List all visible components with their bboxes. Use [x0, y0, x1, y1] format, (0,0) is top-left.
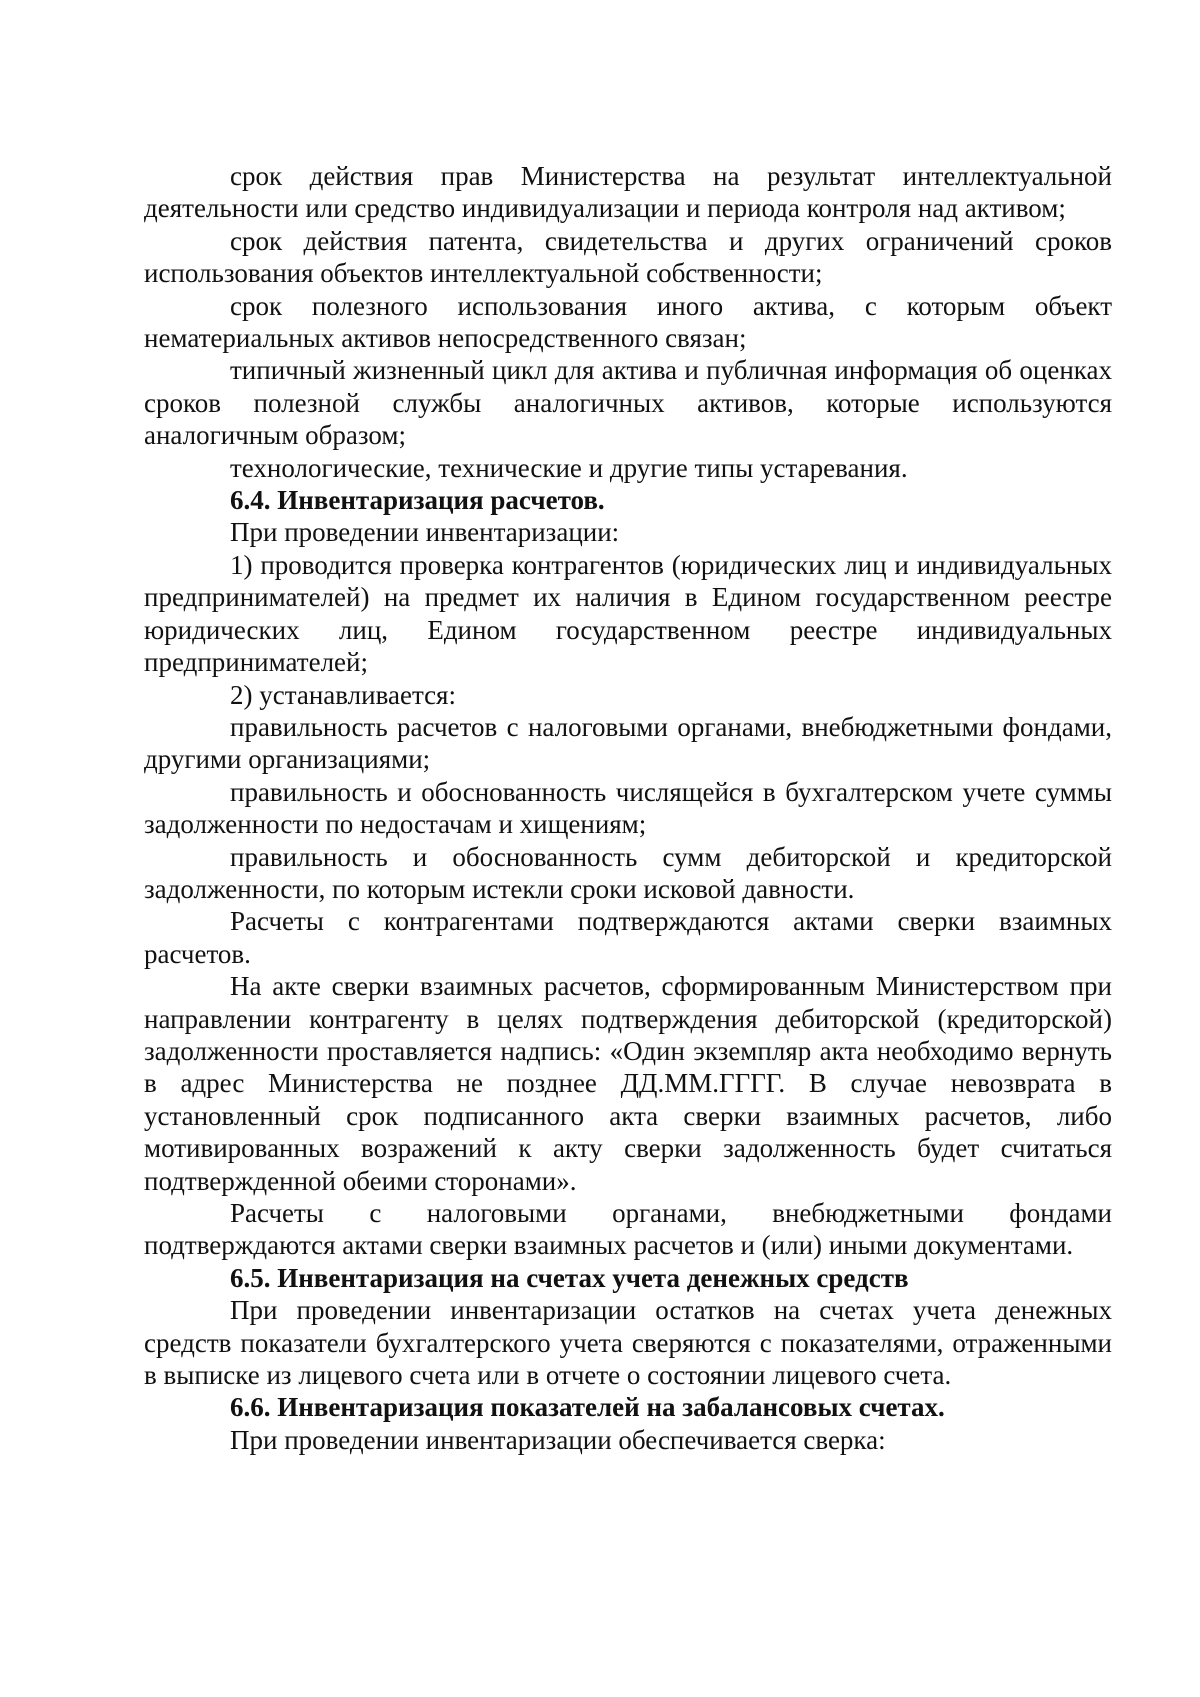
paragraph-obsolescence: технологические, технические и другие типы устаревания. [230, 452, 908, 483]
paragraph-ip-rights-term: срок действия прав Министерства на результат интеллектуальной деятельности или средство индивидуализации и периода контроля над активом; [144, 161, 1112, 224]
paragraph-reconciliation-note: На акте сверки взаимных расчетов, сформированным Министерством при направлении контрагенту в целях подтверждения дебиторской (кредиторской) задолженности проставляется надпись: «Один экземпляр акта необходимо вернуть в адрес Министерства не позднее ДД.ММ.ГГГГ. В случае невозврата в установленный срок подписанного акта сверки взаимных расчетов, либо мотивированных возражений к акту сверки задолженность будет считаться подтвержденной обеими сторонами». [144, 971, 1112, 1196]
paragraph-inventory-intro: При проведении инвентаризации: [230, 517, 620, 548]
paragraph-life-cycle: типичный жизненный цикл для актива и публичная информация об оценках сроков полезной службы аналогичных активов, которые используются аналогичным образом; [144, 355, 1112, 451]
paragraph-item-1: 1) проводится проверка контрагентов (юридических лиц и индивидуальных предпринимателей) на предмет их наличия в Едином государственном реестре юридических лиц, Едином государственном реестре индивидуальных предпринимателей; [144, 549, 1112, 678]
paragraph-useful-life: срок полезного использования иного актива, с которым объект нематериальных активов непосредственного связан; [144, 290, 1112, 354]
paragraph-off-balance-intro: При проведении инвентаризации обеспечивается сверка: [230, 1424, 886, 1455]
paragraph-limitation-debt: правильность и обоснованность сумм дебиторской и кредиторской задолженности, по которым истекли сроки исковой давности. [144, 841, 1112, 904]
paragraph-tax-settlements: правильность расчетов с налоговыми органами, внебюджетными фондами, другими организациями; [144, 711, 1112, 775]
paragraph-shortage-debt: правильность и обоснованность числящейся в бухгалтерском учете суммы задолженности по недостачам и хищениям; [144, 776, 1112, 840]
section-heading-6-4: 6.4. Инвентаризация расчетов. [230, 485, 605, 516]
section-heading-6-6: 6.6. Инвентаризация показателей на забалансовых счетах. [230, 1392, 945, 1423]
paragraph-patent-term: срок действия патента, свидетельства и других ограничений сроков использования объектов интеллектуальной собственности; [144, 225, 1112, 289]
section-heading-6-5: 6.5. Инвентаризация на счетах учета денежных средств [230, 1262, 909, 1293]
paragraph-cash-accounts: При проведении инвентаризации остатков на счетах учета денежных средств показатели бухгалтерского учета сверяются с показателями, отраженными в выписке из лицевого счета или в отчете о состоянии лицевого счета. [144, 1295, 1112, 1391]
document-page [144, 160, 1112, 1456]
paragraph-tax-confirmation: Расчеты с налоговыми органами, внебюджетными фондами подтверждаются актами сверки взаимных расчетов и (или) иными документами. [144, 1198, 1112, 1261]
paragraph-reconciliation-acts: Расчеты с контрагентами подтверждаются актами сверки взаимных расчетов. [144, 906, 1112, 969]
paragraph-item-2: 2) устанавливается: [230, 679, 456, 710]
